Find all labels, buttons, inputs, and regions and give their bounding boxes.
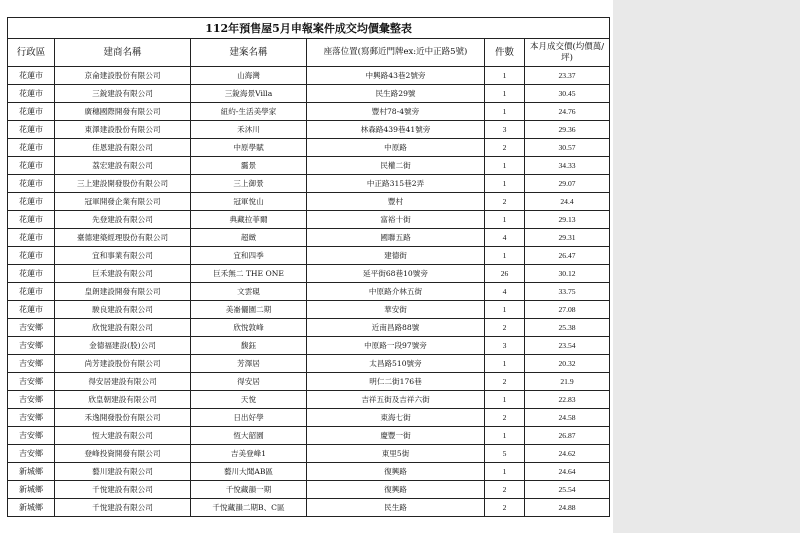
header-location: 座落位置(寫郵近門牌ex:近中正路5號) — [307, 39, 485, 67]
header-row — [8, 39, 610, 67]
cell-builder: 千悅建設有限公司 — [55, 499, 191, 517]
header-builder: 建商名稱 — [55, 39, 191, 67]
cell-builder: 得安居建設有限公司 — [55, 373, 191, 391]
table-row — [8, 391, 610, 409]
cell-count: 1 — [485, 301, 525, 319]
cell-price: 25.38 — [525, 319, 610, 337]
cell-project: 山海灣 — [191, 67, 307, 85]
cell-project: 禾沐川 — [191, 121, 307, 139]
cell-project: 得安居 — [191, 373, 307, 391]
cell-district: 花蓮市 — [8, 211, 55, 229]
table-row — [8, 463, 610, 481]
cell-district: 吉安鄉 — [8, 319, 55, 337]
table-row — [8, 211, 610, 229]
table-row — [8, 283, 610, 301]
cell-location: 華安街 — [307, 301, 485, 319]
cell-project: 千悅藏韻一期 — [191, 481, 307, 499]
cell-district: 花蓮市 — [8, 229, 55, 247]
cell-district: 吉安鄉 — [8, 355, 55, 373]
cell-price: 29.31 — [525, 229, 610, 247]
cell-price: 29.36 — [525, 121, 610, 139]
cell-builder: 登峰投資開發有限公司 — [55, 445, 191, 463]
cell-count: 26 — [485, 265, 525, 283]
cell-price: 24.76 — [525, 103, 610, 121]
cell-price: 29.07 — [525, 175, 610, 193]
cell-location: 豐村78-4號旁 — [307, 103, 485, 121]
cell-price: 23.54 — [525, 337, 610, 355]
header-project: 建案名稱 — [191, 39, 307, 67]
cell-builder: 佳恩建設有限公司 — [55, 139, 191, 157]
cell-builder: 禾逸開發股份有限公司 — [55, 409, 191, 427]
cell-count: 4 — [485, 229, 525, 247]
cell-project: 宜和四季 — [191, 247, 307, 265]
cell-builder: 冠軍開發企業有限公司 — [55, 193, 191, 211]
cell-project: 千悅藏韻二期B、C區 — [191, 499, 307, 517]
cell-district: 花蓮市 — [8, 103, 55, 121]
cell-project: 靄景 — [191, 157, 307, 175]
cell-location: 民生路 — [307, 499, 485, 517]
cell-district: 花蓮市 — [8, 85, 55, 103]
cell-district: 吉安鄉 — [8, 337, 55, 355]
cell-location: 中正路315巷2弄 — [307, 175, 485, 193]
cell-count: 4 — [485, 283, 525, 301]
cell-location: 豐村 — [307, 193, 485, 211]
cell-count: 1 — [485, 463, 525, 481]
cell-builder: 宜和事業有限公司 — [55, 247, 191, 265]
cell-price: 26.47 — [525, 247, 610, 265]
cell-location: 民權二街 — [307, 157, 485, 175]
cell-project: 吉美登峰1 — [191, 445, 307, 463]
table-row — [8, 373, 610, 391]
header-price: 本月成交價(均價萬/坪) — [525, 39, 610, 67]
cell-location: 中原路介林五街 — [307, 283, 485, 301]
cell-builder: 臺德建築經理股份有限公司 — [55, 229, 191, 247]
cell-count: 2 — [485, 499, 525, 517]
cell-price: 24.88 — [525, 499, 610, 517]
table-row — [8, 229, 610, 247]
table-row — [8, 175, 610, 193]
cell-builder: 東澤建設股份有限公司 — [55, 121, 191, 139]
cell-location: 復興路 — [307, 463, 485, 481]
cell-count: 2 — [485, 409, 525, 427]
cell-project: 日出好學 — [191, 409, 307, 427]
cell-count: 1 — [485, 85, 525, 103]
table-row — [8, 427, 610, 445]
cell-builder: 廣穗國際開發有限公司 — [55, 103, 191, 121]
table-row — [8, 337, 610, 355]
cell-district: 吉安鄉 — [8, 427, 55, 445]
table-row — [8, 319, 610, 337]
header-district: 行政區 — [8, 39, 55, 67]
cell-builder: 皇朗建設開發有限公司 — [55, 283, 191, 301]
cell-builder: 尚芳建設股份有限公司 — [55, 355, 191, 373]
cell-builder: 欣皇朝建設有限公司 — [55, 391, 191, 409]
cell-builder: 三銳建設有限公司 — [55, 85, 191, 103]
cell-project: 文雲硯 — [191, 283, 307, 301]
cell-count: 3 — [485, 121, 525, 139]
cell-count: 1 — [485, 211, 525, 229]
table-row — [8, 499, 610, 517]
title-row — [8, 18, 610, 39]
cell-location: 太昌路510號旁 — [307, 355, 485, 373]
cell-price: 33.75 — [525, 283, 610, 301]
cell-builder: 荔宏建設有限公司 — [55, 157, 191, 175]
table-row — [8, 247, 610, 265]
cell-price: 30.45 — [525, 85, 610, 103]
cell-location: 中興路43巷2號旁 — [307, 67, 485, 85]
cell-project: 恆大韶園 — [191, 427, 307, 445]
cell-count: 2 — [485, 481, 525, 499]
header-count: 件數 — [485, 39, 525, 67]
cell-count: 1 — [485, 427, 525, 445]
cell-district: 花蓮市 — [8, 283, 55, 301]
cell-price: 27.08 — [525, 301, 610, 319]
cell-builder: 巨禾建設有限公司 — [55, 265, 191, 283]
cell-location: 東里5街 — [307, 445, 485, 463]
cell-project: 藝川大聞AB區 — [191, 463, 307, 481]
cell-builder: 先登建設有限公司 — [55, 211, 191, 229]
cell-price: 25.54 — [525, 481, 610, 499]
cell-price: 24.4 — [525, 193, 610, 211]
cell-project: 紐約-生活美學家 — [191, 103, 307, 121]
cell-price: 30.57 — [525, 139, 610, 157]
cell-builder: 駿良建設有限公司 — [55, 301, 191, 319]
cell-project: 巨禾無二 THE ONE — [191, 265, 307, 283]
table-row — [8, 157, 610, 175]
table-row — [8, 265, 610, 283]
cell-builder: 藝川建設有限公司 — [55, 463, 191, 481]
cell-price: 24.58 — [525, 409, 610, 427]
cell-location: 民生路29號 — [307, 85, 485, 103]
cell-price: 29.13 — [525, 211, 610, 229]
cell-district: 花蓮市 — [8, 247, 55, 265]
price-table-document — [7, 17, 609, 521]
cell-project: 美崙儷園二期 — [191, 301, 307, 319]
cell-builder: 千悅建設有限公司 — [55, 481, 191, 499]
cell-location: 中原路一段97號旁 — [307, 337, 485, 355]
cell-district: 花蓮市 — [8, 193, 55, 211]
cell-count: 2 — [485, 319, 525, 337]
cell-count: 2 — [485, 373, 525, 391]
price-table — [7, 17, 610, 517]
cell-builder: 三上建設開發股份有限公司 — [55, 175, 191, 193]
cell-count: 1 — [485, 67, 525, 85]
table-row — [8, 409, 610, 427]
cell-district: 新城鄉 — [8, 499, 55, 517]
cell-project: 中原學賦 — [191, 139, 307, 157]
cell-price: 22.83 — [525, 391, 610, 409]
cell-count: 1 — [485, 355, 525, 373]
table-row — [8, 67, 610, 85]
table-row — [8, 193, 610, 211]
cell-location: 明仁二街176巷 — [307, 373, 485, 391]
table-title: 112年預售屋5月申報案件成交均價彙整表 — [8, 18, 610, 39]
cell-location: 建德街 — [307, 247, 485, 265]
viewer-background — [613, 0, 800, 533]
cell-builder: 欣悅建設有限公司 — [55, 319, 191, 337]
cell-district: 花蓮市 — [8, 157, 55, 175]
cell-count: 1 — [485, 103, 525, 121]
table-row — [8, 481, 610, 499]
cell-count: 2 — [485, 139, 525, 157]
cell-district: 吉安鄉 — [8, 445, 55, 463]
cell-project: 欣悅敦峰 — [191, 319, 307, 337]
cell-project: 三上御景 — [191, 175, 307, 193]
cell-count: 1 — [485, 247, 525, 265]
cell-count: 3 — [485, 337, 525, 355]
cell-project: 超緻 — [191, 229, 307, 247]
cell-district: 新城鄉 — [8, 481, 55, 499]
cell-district: 吉安鄉 — [8, 409, 55, 427]
cell-price: 34.33 — [525, 157, 610, 175]
cell-location: 復興路 — [307, 481, 485, 499]
cell-location: 延平街68巷10號旁 — [307, 265, 485, 283]
table-row — [8, 85, 610, 103]
cell-count: 2 — [485, 193, 525, 211]
cell-price: 21.9 — [525, 373, 610, 391]
cell-district: 花蓮市 — [8, 121, 55, 139]
cell-project: 天悅 — [191, 391, 307, 409]
table-row — [8, 103, 610, 121]
cell-location: 中原路 — [307, 139, 485, 157]
cell-district: 吉安鄉 — [8, 373, 55, 391]
cell-location: 富裕十街 — [307, 211, 485, 229]
table-row — [8, 355, 610, 373]
table-row — [8, 139, 610, 157]
cell-price: 24.64 — [525, 463, 610, 481]
cell-district: 花蓮市 — [8, 265, 55, 283]
cell-project: 芳澤居 — [191, 355, 307, 373]
cell-count: 1 — [485, 391, 525, 409]
table-body — [8, 67, 610, 517]
cell-location: 林森路439巷41號旁 — [307, 121, 485, 139]
cell-district: 花蓮市 — [8, 139, 55, 157]
table-row — [8, 121, 610, 139]
cell-district: 新城鄉 — [8, 463, 55, 481]
cell-count: 1 — [485, 175, 525, 193]
cell-location: 近南昌路88號 — [307, 319, 485, 337]
cell-location: 東海七街 — [307, 409, 485, 427]
cell-district: 花蓮市 — [8, 301, 55, 319]
cell-builder: 京侖建設股份有限公司 — [55, 67, 191, 85]
cell-project: 冠軍悅山 — [191, 193, 307, 211]
cell-project: 典藏拉菲爾 — [191, 211, 307, 229]
cell-district: 花蓮市 — [8, 67, 55, 85]
cell-price: 20.32 — [525, 355, 610, 373]
cell-district: 花蓮市 — [8, 175, 55, 193]
cell-count: 1 — [485, 157, 525, 175]
cell-district: 吉安鄉 — [8, 391, 55, 409]
cell-location: 國聯五路 — [307, 229, 485, 247]
cell-location: 吉祥五街及吉祥六街 — [307, 391, 485, 409]
cell-price: 26.87 — [525, 427, 610, 445]
cell-builder: 金德福建設(股)公司 — [55, 337, 191, 355]
table-row — [8, 301, 610, 319]
cell-project: 馥鈺 — [191, 337, 307, 355]
cell-builder: 恆大建設有限公司 — [55, 427, 191, 445]
cell-location: 慶豐一街 — [307, 427, 485, 445]
cell-price: 23.37 — [525, 67, 610, 85]
cell-price: 30.12 — [525, 265, 610, 283]
cell-project: 三銳海景Villa — [191, 85, 307, 103]
cell-count: 5 — [485, 445, 525, 463]
table-row — [8, 445, 610, 463]
cell-price: 24.62 — [525, 445, 610, 463]
